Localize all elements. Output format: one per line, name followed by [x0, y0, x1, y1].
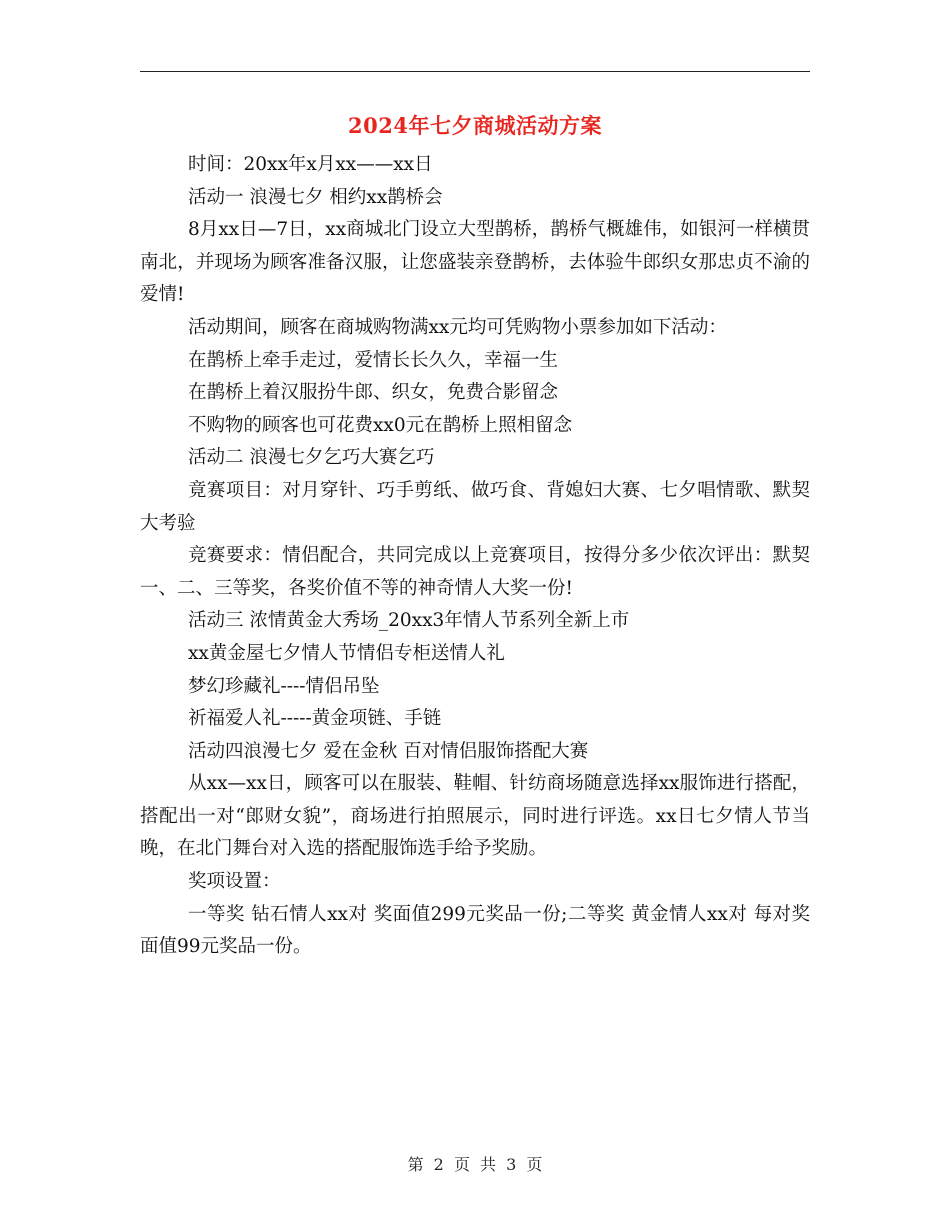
header-rule — [140, 71, 810, 72]
paragraph-activity-1-heading: 活动一 浪漫七夕 相约xx鹊桥会 — [188, 186, 443, 208]
paragraph-activity-4-heading: 活动四浪漫七夕 爱在金秋 百对情侣服饰搭配大赛 — [188, 740, 589, 762]
document-title: 2024年七夕商城活动方案 — [348, 113, 602, 138]
paragraph-gift-necklace: 祈福爱人礼-----黄金项链、手链 — [188, 708, 442, 730]
paragraph-prize-heading: 奖项设置： — [188, 871, 281, 893]
paragraph-gift-pendant: 梦幻珍藏礼----情侣吊坠 — [188, 675, 380, 697]
paragraph-activity-3-heading: 活动三 浓情黄金大秀场_20xx3年情人节系列全新上市 — [188, 610, 630, 632]
paragraph-activity-2-heading: 活动二 浪漫七夕乞巧大赛乞巧 — [188, 447, 435, 469]
page-footer: 第 2 页 共 3 页 — [407, 1155, 543, 1174]
paragraph-contest-rules: 竞赛要求：情侣配合，共同完成以上竞赛项目，按得分多少依次评出：默契一、二、三等奖，各奖价值不等的神奇情人大奖一份! — [140, 545, 810, 599]
paragraph-activity-period: 活动期间，顾客在商城购物满xx元均可凭购物小票参加如下活动： — [188, 316, 727, 338]
paragraph-time: 时间：20xx年x月xx——xx日 — [188, 154, 433, 175]
paragraph-activity-4-detail: 从xx—xx日，顾客可以在服装、鞋帽、针纺商场随意选择xx服饰进行搭配，搭配出一对“郎财女貌”，商场进行拍照展示，同时进行评选。xx日七夕情人节当晚，在北门舞台对入选的搭配服饰选手给予奖励。 — [140, 773, 810, 860]
paragraph-prize-detail: 一等奖 钻石情人xx对 奖面值299元奖品一份;二等奖 黄金情人xx对 每对奖面值99元奖品一份。 — [140, 903, 810, 958]
paragraph-gold-counter: xx黄金屋七夕情人节情侣专柜送情人礼 — [188, 642, 505, 664]
paragraph-bridge-walk: 在鹊桥上牵手走过，爱情长长久久，幸福一生 — [188, 349, 559, 371]
document-body — [140, 149, 810, 964]
paragraph-bridge-photo: 在鹊桥上着汉服扮牛郎、织女，免费合影留念 — [188, 382, 559, 404]
paragraph-activity-1-detail: 8月xx日—7日，xx商城北门设立大型鹊桥，鹊桥气概雄伟，如银河一样横贯南北，并现场为顾客准备汉服，让您盛装亲登鹊桥，去体验牛郎织女那忠贞不渝的爱情! — [140, 219, 810, 306]
paragraph-non-shopper: 不购物的顾客也可花费xx0元在鹊桥上照相留念 — [188, 414, 573, 436]
paragraph-contest-items: 竟赛项目：对月穿针、巧手剪纸、做巧食、背媳妇大赛、七夕唱情歌、默契大考验 — [140, 479, 810, 534]
